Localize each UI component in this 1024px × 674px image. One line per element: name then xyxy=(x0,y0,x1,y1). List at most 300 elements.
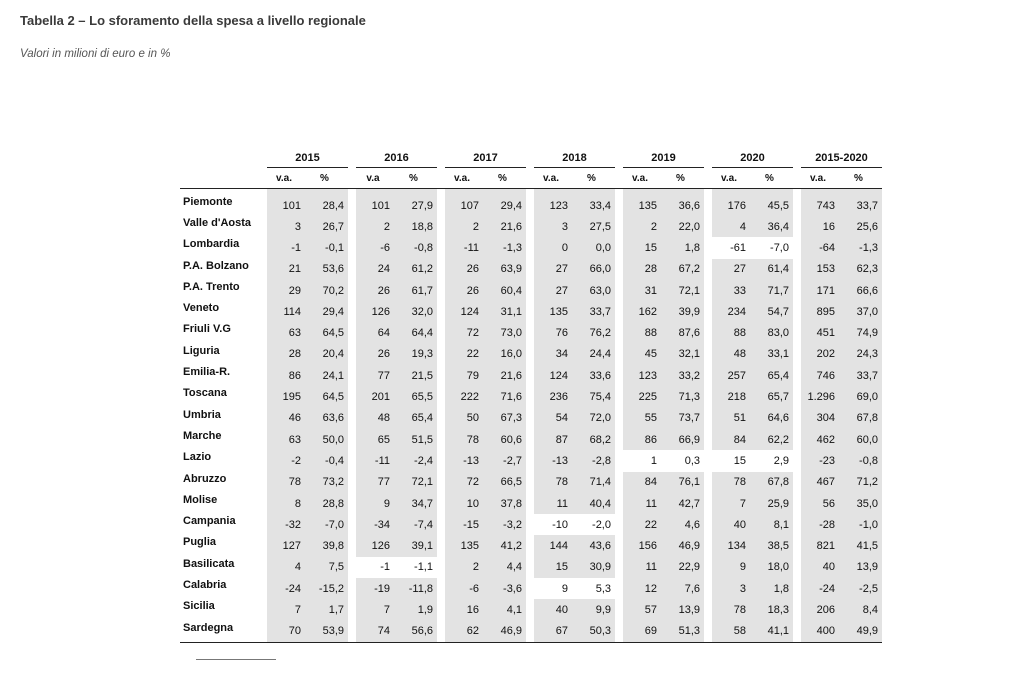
column-gap xyxy=(615,472,623,493)
value-cell: 87 xyxy=(534,429,572,450)
percent-cell: 72,1 xyxy=(661,280,704,301)
percent-cell: 33,6 xyxy=(572,365,615,386)
column-gap xyxy=(793,216,801,237)
column-gap xyxy=(348,599,356,620)
subheader-va: v.a. xyxy=(712,168,750,189)
percent-cell: 41,1 xyxy=(750,621,793,643)
column-gap xyxy=(615,280,623,301)
percent-cell: -15,2 xyxy=(305,578,348,599)
value-cell: 54 xyxy=(534,408,572,429)
value-cell: 3 xyxy=(267,216,305,237)
percent-cell: 60,6 xyxy=(483,429,526,450)
table-row xyxy=(180,344,882,365)
value-cell: 40 xyxy=(801,557,839,578)
value-cell: 895 xyxy=(801,301,839,322)
percent-cell: 18,0 xyxy=(750,557,793,578)
year-header: 2019 xyxy=(623,148,704,168)
value-cell: 135 xyxy=(534,301,572,322)
column-gap xyxy=(793,189,801,217)
column-gap xyxy=(437,344,445,365)
value-cell: 9 xyxy=(534,578,572,599)
subheader-va: v.a xyxy=(356,168,394,189)
column-gap xyxy=(348,578,356,599)
percent-cell: 51,5 xyxy=(394,429,437,450)
value-cell: 46 xyxy=(267,408,305,429)
percent-cell: 24,1 xyxy=(305,365,348,386)
column-gap xyxy=(526,301,534,322)
percent-cell: 39,8 xyxy=(305,535,348,556)
percent-cell: 0,0 xyxy=(572,237,615,258)
column-gap xyxy=(615,599,623,620)
value-cell: 126 xyxy=(356,301,394,322)
percent-cell: 65,4 xyxy=(750,365,793,386)
column-gap xyxy=(526,365,534,386)
column-gap xyxy=(348,621,356,643)
column-gap xyxy=(615,514,623,535)
percent-cell: 2,9 xyxy=(750,450,793,471)
percent-cell: 34,7 xyxy=(394,493,437,514)
value-cell: 48 xyxy=(356,408,394,429)
value-cell: 124 xyxy=(445,301,483,322)
value-cell: 69 xyxy=(623,621,661,643)
value-cell: 176 xyxy=(712,189,750,217)
column-gap xyxy=(437,514,445,535)
value-cell: 1.296 xyxy=(801,386,839,407)
value-cell: 56 xyxy=(801,493,839,514)
value-cell: 21 xyxy=(267,259,305,280)
percent-cell: 73,7 xyxy=(661,408,704,429)
percent-cell: 40,4 xyxy=(572,493,615,514)
value-cell: 107 xyxy=(445,189,483,217)
percent-cell: -7,0 xyxy=(305,514,348,535)
percent-cell: 13,9 xyxy=(839,557,882,578)
value-cell: 304 xyxy=(801,408,839,429)
column-gap xyxy=(704,259,712,280)
column-gap xyxy=(348,386,356,407)
percent-cell: -7,4 xyxy=(394,514,437,535)
region-name: Basilicata xyxy=(180,557,267,578)
percent-cell: 67,2 xyxy=(661,259,704,280)
percent-cell: -1,3 xyxy=(483,237,526,258)
column-gap xyxy=(437,322,445,343)
table-subtitle: Valori in milioni di euro e in % xyxy=(20,48,171,60)
value-cell: 86 xyxy=(267,365,305,386)
percent-cell: 67,8 xyxy=(750,472,793,493)
value-cell: 72 xyxy=(445,472,483,493)
column-gap xyxy=(526,450,534,471)
column-gap xyxy=(437,472,445,493)
value-cell: 2 xyxy=(356,216,394,237)
column-gap xyxy=(526,189,534,217)
value-cell: 78 xyxy=(445,429,483,450)
table-row xyxy=(180,557,882,578)
percent-cell: 4,1 xyxy=(483,599,526,620)
percent-cell: 60,4 xyxy=(483,280,526,301)
percent-cell: -0,8 xyxy=(394,237,437,258)
column-gap xyxy=(793,599,801,620)
value-cell: 22 xyxy=(623,514,661,535)
percent-cell: 73,2 xyxy=(305,472,348,493)
value-cell: 26 xyxy=(356,280,394,301)
column-gap xyxy=(348,557,356,578)
column-gap xyxy=(704,599,712,620)
value-cell: -1 xyxy=(356,557,394,578)
corner-cell xyxy=(180,168,267,189)
value-cell: 2 xyxy=(445,216,483,237)
column-gap xyxy=(704,493,712,514)
column-gap xyxy=(526,557,534,578)
value-cell: 225 xyxy=(623,386,661,407)
column-gap xyxy=(793,344,801,365)
percent-cell: 61,4 xyxy=(750,259,793,280)
column-gap xyxy=(526,514,534,535)
column-gap xyxy=(348,189,356,217)
column-gap xyxy=(348,148,356,168)
percent-cell: 64,6 xyxy=(750,408,793,429)
value-cell: 2 xyxy=(623,216,661,237)
percent-cell: 53,9 xyxy=(305,621,348,643)
percent-cell: 33,7 xyxy=(572,301,615,322)
region-name: Abruzzo xyxy=(180,472,267,493)
value-cell: 8 xyxy=(267,493,305,514)
value-cell: 29 xyxy=(267,280,305,301)
subheader-va: v.a. xyxy=(623,168,661,189)
region-name: Piemonte xyxy=(180,189,267,217)
column-gap xyxy=(704,578,712,599)
column-gap xyxy=(526,578,534,599)
column-gap xyxy=(704,237,712,258)
value-cell: 10 xyxy=(445,493,483,514)
percent-cell: 53,6 xyxy=(305,259,348,280)
column-gap xyxy=(615,216,623,237)
column-gap xyxy=(704,189,712,217)
column-gap xyxy=(437,148,445,168)
column-gap xyxy=(704,429,712,450)
value-cell: 218 xyxy=(712,386,750,407)
table-body xyxy=(180,189,882,643)
value-cell: 48 xyxy=(712,344,750,365)
column-gap xyxy=(348,301,356,322)
value-cell: 124 xyxy=(534,365,572,386)
percent-cell: 4,4 xyxy=(483,557,526,578)
percent-cell: 38,5 xyxy=(750,535,793,556)
column-gap xyxy=(526,280,534,301)
percent-cell: 61,2 xyxy=(394,259,437,280)
column-gap xyxy=(704,535,712,556)
percent-cell: 33,1 xyxy=(750,344,793,365)
column-gap xyxy=(793,557,801,578)
percent-cell: 0,3 xyxy=(661,450,704,471)
column-gap xyxy=(793,578,801,599)
table-row xyxy=(180,237,882,258)
column-gap xyxy=(793,535,801,556)
percent-cell: 32,1 xyxy=(661,344,704,365)
column-gap xyxy=(793,621,801,643)
value-cell: -6 xyxy=(445,578,483,599)
column-gap xyxy=(704,514,712,535)
value-cell: -11 xyxy=(356,450,394,471)
percent-cell: 37,8 xyxy=(483,493,526,514)
percent-cell: 45,5 xyxy=(750,189,793,217)
percent-cell: 18,8 xyxy=(394,216,437,237)
value-cell: 15 xyxy=(712,450,750,471)
subheader-va: v.a. xyxy=(534,168,572,189)
value-cell: -34 xyxy=(356,514,394,535)
column-gap xyxy=(793,450,801,471)
column-gap xyxy=(526,621,534,643)
percent-cell: 42,7 xyxy=(661,493,704,514)
percent-cell: 30,9 xyxy=(572,557,615,578)
value-cell: 2 xyxy=(445,557,483,578)
value-cell: 7 xyxy=(267,599,305,620)
table-row xyxy=(180,408,882,429)
corner-cell xyxy=(180,148,267,168)
table-row xyxy=(180,621,882,643)
value-cell: 467 xyxy=(801,472,839,493)
value-cell: -2 xyxy=(267,450,305,471)
value-cell: 58 xyxy=(712,621,750,643)
column-gap xyxy=(526,599,534,620)
column-gap xyxy=(704,344,712,365)
region-name: Lazio xyxy=(180,450,267,471)
percent-cell: 21,5 xyxy=(394,365,437,386)
value-cell: 78 xyxy=(712,472,750,493)
percent-cell: -11,8 xyxy=(394,578,437,599)
value-cell: 236 xyxy=(534,386,572,407)
column-gap xyxy=(704,322,712,343)
subheader-percent: % xyxy=(572,168,615,189)
percent-cell: 71,4 xyxy=(572,472,615,493)
value-cell: 144 xyxy=(534,535,572,556)
column-gap xyxy=(348,365,356,386)
footer-divider xyxy=(196,659,276,660)
value-cell: 135 xyxy=(623,189,661,217)
table-row xyxy=(180,535,882,556)
value-cell: 234 xyxy=(712,301,750,322)
percent-cell: 64,5 xyxy=(305,322,348,343)
column-gap xyxy=(615,386,623,407)
column-gap xyxy=(348,344,356,365)
value-cell: 67 xyxy=(534,621,572,643)
table-row xyxy=(180,259,882,280)
value-cell: 821 xyxy=(801,535,839,556)
value-cell: 63 xyxy=(267,322,305,343)
region-name: Veneto xyxy=(180,301,267,322)
value-cell: -19 xyxy=(356,578,394,599)
column-gap xyxy=(348,216,356,237)
column-gap xyxy=(526,322,534,343)
region-name: P.A. Trento xyxy=(180,280,267,301)
column-gap xyxy=(526,386,534,407)
percent-cell: 37,0 xyxy=(839,301,882,322)
percent-cell: 27,5 xyxy=(572,216,615,237)
column-gap xyxy=(437,280,445,301)
column-gap xyxy=(793,148,801,168)
percent-cell: 41,5 xyxy=(839,535,882,556)
region-name: Puglia xyxy=(180,535,267,556)
percent-cell: 22,9 xyxy=(661,557,704,578)
column-gap xyxy=(437,599,445,620)
value-cell: 50 xyxy=(445,408,483,429)
percent-cell: -1,1 xyxy=(394,557,437,578)
value-cell: 70 xyxy=(267,621,305,643)
percent-cell: 4,6 xyxy=(661,514,704,535)
column-gap xyxy=(704,386,712,407)
percent-cell: 64,4 xyxy=(394,322,437,343)
value-cell: -64 xyxy=(801,237,839,258)
value-cell: 11 xyxy=(534,493,572,514)
column-gap xyxy=(437,408,445,429)
value-cell: 24 xyxy=(356,259,394,280)
year-header: 2020 xyxy=(712,148,793,168)
value-cell: 62 xyxy=(445,621,483,643)
column-gap xyxy=(615,429,623,450)
column-gap xyxy=(348,322,356,343)
percent-cell: 62,2 xyxy=(750,429,793,450)
column-gap xyxy=(615,189,623,217)
percent-cell: 76,2 xyxy=(572,322,615,343)
region-name: Sicilia xyxy=(180,599,267,620)
column-gap xyxy=(437,168,445,189)
percent-cell: 66,0 xyxy=(572,259,615,280)
table-row xyxy=(180,322,882,343)
percent-cell: 24,3 xyxy=(839,344,882,365)
percent-cell: 74,9 xyxy=(839,322,882,343)
region-name: Lombardia xyxy=(180,237,267,258)
year-header: 2018 xyxy=(534,148,615,168)
percent-cell: 5,3 xyxy=(572,578,615,599)
value-cell: 88 xyxy=(623,322,661,343)
value-cell: -24 xyxy=(267,578,305,599)
column-gap xyxy=(437,493,445,514)
value-cell: 123 xyxy=(623,365,661,386)
table-row xyxy=(180,514,882,535)
value-cell: 64 xyxy=(356,322,394,343)
column-gap xyxy=(615,148,623,168)
subheader-row xyxy=(180,168,882,189)
column-gap xyxy=(615,237,623,258)
percent-cell: 39,9 xyxy=(661,301,704,322)
percent-cell: 51,3 xyxy=(661,621,704,643)
column-gap xyxy=(348,429,356,450)
percent-cell: 50,3 xyxy=(572,621,615,643)
percent-cell: 66,5 xyxy=(483,472,526,493)
column-gap xyxy=(437,386,445,407)
value-cell: 9 xyxy=(712,557,750,578)
value-cell: 206 xyxy=(801,599,839,620)
column-gap xyxy=(704,301,712,322)
region-name: Emilia-R. xyxy=(180,365,267,386)
percent-cell: 32,0 xyxy=(394,301,437,322)
percent-cell: 29,4 xyxy=(483,189,526,217)
percent-cell: 46,9 xyxy=(483,621,526,643)
value-cell: 195 xyxy=(267,386,305,407)
value-cell: 26 xyxy=(356,344,394,365)
percent-cell: -7,0 xyxy=(750,237,793,258)
percent-cell: 56,6 xyxy=(394,621,437,643)
percent-cell: -0,4 xyxy=(305,450,348,471)
region-name: P.A. Bolzano xyxy=(180,259,267,280)
column-gap xyxy=(793,301,801,322)
value-cell: 28 xyxy=(623,259,661,280)
subheader-percent: % xyxy=(483,168,526,189)
column-gap xyxy=(793,322,801,343)
percent-cell: 33,7 xyxy=(839,365,882,386)
column-gap xyxy=(437,365,445,386)
value-cell: 400 xyxy=(801,621,839,643)
year-header: 2016 xyxy=(356,148,437,168)
percent-cell: -2,4 xyxy=(394,450,437,471)
column-gap xyxy=(348,535,356,556)
value-cell: 84 xyxy=(712,429,750,450)
column-gap xyxy=(793,365,801,386)
percent-cell: 29,4 xyxy=(305,301,348,322)
column-gap xyxy=(615,365,623,386)
percent-cell: 35,0 xyxy=(839,493,882,514)
column-gap xyxy=(348,472,356,493)
percent-cell: 72,0 xyxy=(572,408,615,429)
value-cell: 78 xyxy=(534,472,572,493)
value-cell: 9 xyxy=(356,493,394,514)
column-gap xyxy=(615,493,623,514)
percent-cell: 28,8 xyxy=(305,493,348,514)
region-name: Valle d'Aosta xyxy=(180,216,267,237)
value-cell: -28 xyxy=(801,514,839,535)
column-gap xyxy=(793,386,801,407)
year-header: 2015 xyxy=(267,148,348,168)
percent-cell: 22,0 xyxy=(661,216,704,237)
percent-cell: 16,0 xyxy=(483,344,526,365)
percent-cell: 70,2 xyxy=(305,280,348,301)
column-gap xyxy=(615,301,623,322)
percent-cell: -2,0 xyxy=(572,514,615,535)
percent-cell: -3,6 xyxy=(483,578,526,599)
subheader-va: v.a. xyxy=(267,168,305,189)
table-row xyxy=(180,365,882,386)
value-cell: 40 xyxy=(712,514,750,535)
value-cell: -32 xyxy=(267,514,305,535)
column-gap xyxy=(526,148,534,168)
value-cell: 101 xyxy=(356,189,394,217)
value-cell: 7 xyxy=(356,599,394,620)
column-gap xyxy=(526,259,534,280)
percent-cell: 7,6 xyxy=(661,578,704,599)
column-gap xyxy=(793,514,801,535)
percent-cell: 1,7 xyxy=(305,599,348,620)
column-gap xyxy=(348,408,356,429)
value-cell: 743 xyxy=(801,189,839,217)
value-cell: -10 xyxy=(534,514,572,535)
percent-cell: 69,0 xyxy=(839,386,882,407)
region-name: Campania xyxy=(180,514,267,535)
percent-cell: 87,6 xyxy=(661,322,704,343)
region-name: Molise xyxy=(180,493,267,514)
column-gap xyxy=(526,168,534,189)
value-cell: 33 xyxy=(712,280,750,301)
value-cell: 28 xyxy=(267,344,305,365)
percent-cell: 33,4 xyxy=(572,189,615,217)
column-gap xyxy=(704,472,712,493)
column-gap xyxy=(526,237,534,258)
value-cell: 201 xyxy=(356,386,394,407)
column-gap xyxy=(526,535,534,556)
value-cell: 11 xyxy=(623,557,661,578)
column-gap xyxy=(526,216,534,237)
value-cell: 78 xyxy=(267,472,305,493)
percent-cell: 67,3 xyxy=(483,408,526,429)
column-gap xyxy=(348,259,356,280)
value-cell: 55 xyxy=(623,408,661,429)
